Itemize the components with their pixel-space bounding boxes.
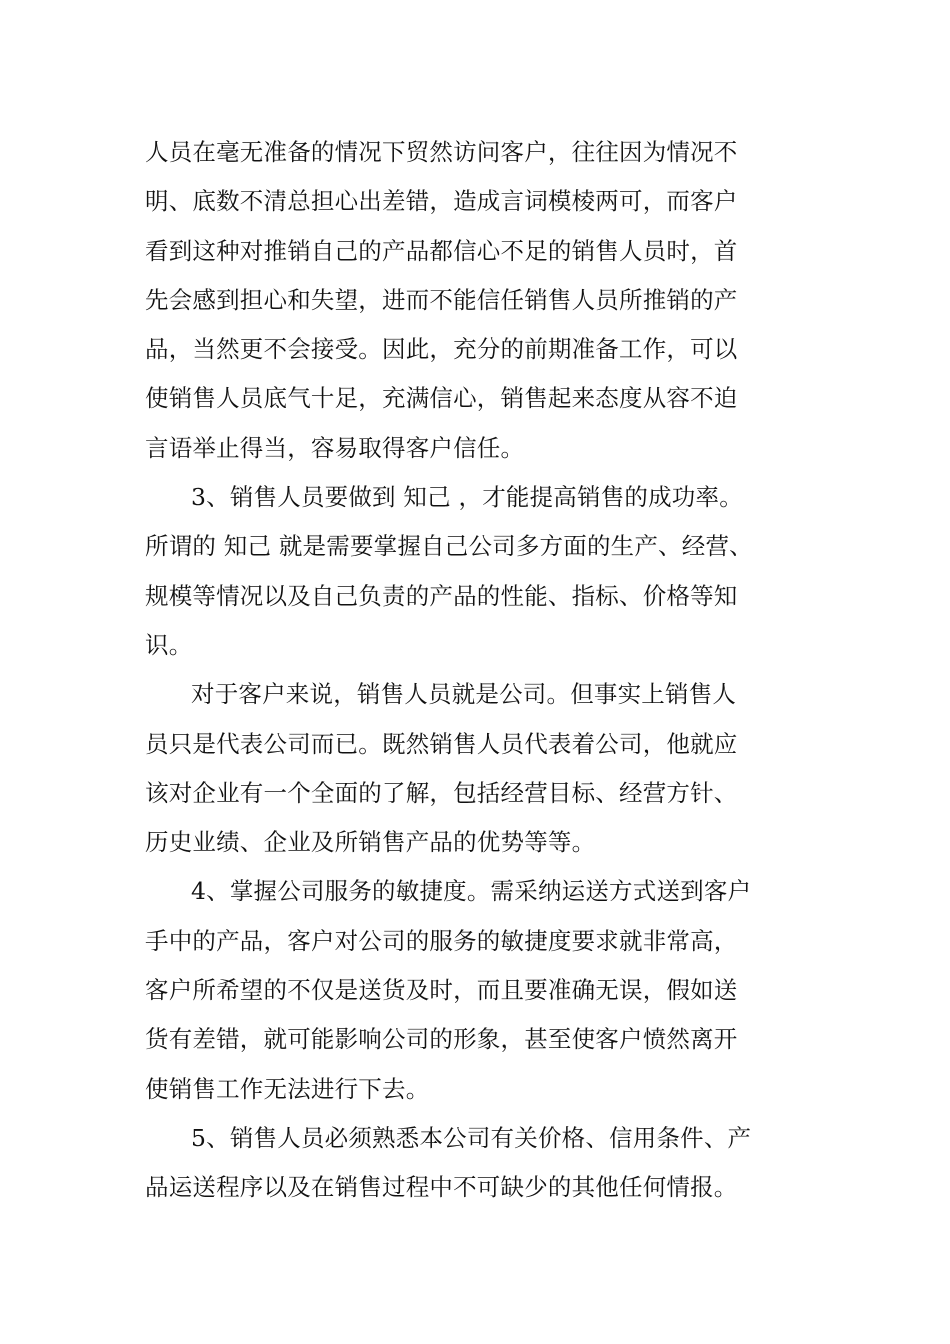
paragraph-start-line: 对于客户来说，销售人员就是公司。但事实上销售人 <box>191 680 737 709</box>
text-line: 该对企业有一个全面的了解，包括经营目标、经营方针、 <box>145 778 738 807</box>
text-line: 识。 <box>145 630 193 659</box>
text-line: 货有差错，就可能影响公司的形象，甚至使客户愤然离开 <box>145 1025 738 1054</box>
text-line: 所谓的 知己 就是需要掌握自己公司多方面的生产、经营、 <box>145 532 753 561</box>
text-line: 历史业绩、企业及所销售产品的优势等等。 <box>145 828 596 857</box>
text-line: 言语举止得当，容易取得客户信任。 <box>145 433 525 462</box>
paragraph-start-line: 3、销售人员要做到 知己 ，才能提高销售的成功率。 <box>191 483 743 512</box>
text-line: 客户所希望的不仅是送货及时，而且要准确无误，假如送 <box>145 976 738 1005</box>
text-line: 看到这种对推销自己的产品都信心不足的销售人员时，首 <box>145 236 738 265</box>
paragraph-start-line: 5、销售人员必须熟悉本公司有关价格、信用条件、产 <box>191 1123 752 1152</box>
document-body <box>145 128 815 1213</box>
text-line: 品运送程序以及在销售过程中不可缺少的其他任何情报。 <box>145 1173 738 1202</box>
text-line: 使销售人员底气十足，充满信心，销售起来态度从容不迫 <box>145 384 738 413</box>
paragraph-start-line: 4、掌握公司服务的敏捷度。需采纳运送方式送到客户 <box>191 877 752 906</box>
text-line: 使销售工作无法进行下去。 <box>145 1074 430 1103</box>
text-line: 先会感到担心和失望，进而不能信任销售人员所推销的产 <box>145 285 738 314</box>
text-line: 人员在毫无准备的情况下贸然访问客户，往往因为情况不 <box>145 138 738 166</box>
text-line: 员只是代表公司而已。既然销售人员代表着公司，他就应 <box>145 729 738 758</box>
text-line: 品，当然更不会接受。因此，充分的前期准备工作，可以 <box>145 335 738 364</box>
text-line: 规模等情况以及自己负责的产品的性能、指标、价格等知 <box>145 581 738 610</box>
text-line: 明、底数不清总担心出差错，造成言词模棱两可，而客户 <box>145 187 738 216</box>
text-line: 手中的产品，客户对公司的服务的敏捷度要求就非常高， <box>145 926 738 955</box>
